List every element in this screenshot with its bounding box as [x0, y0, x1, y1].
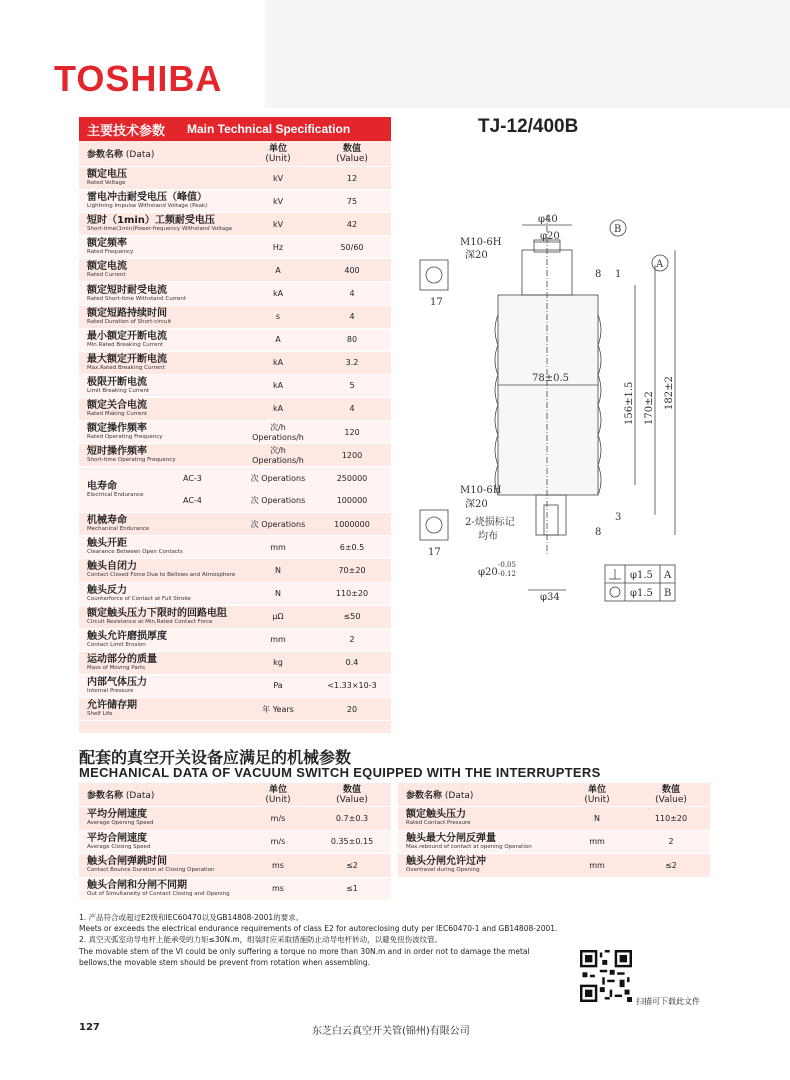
- mech-table-right: [398, 783, 710, 878]
- param-value: 5: [349, 381, 355, 391]
- elec-v1: 250000: [336, 473, 368, 483]
- param-name: 触头允许磨损厚度: [87, 630, 167, 642]
- param-name-en: Rated Making Current: [87, 410, 148, 417]
- param-name: 触头自闭力: [87, 561, 137, 573]
- param-name-en: Counterforce of Contact at Full Stroke: [87, 595, 191, 602]
- param-value: <1.33×10-3: [327, 681, 377, 691]
- tol-a: φ1.5: [630, 570, 653, 581]
- dim-3: 3: [615, 512, 622, 523]
- dim-17-bot: 17: [428, 547, 441, 558]
- param-name-en: Rated Current: [87, 272, 126, 279]
- mech-row: [79, 807, 391, 831]
- model-title: TJ-12/400B: [478, 116, 579, 137]
- param-value: ≤1: [346, 884, 358, 894]
- param-unit: kA: [272, 358, 284, 368]
- param-unit: Pa: [273, 681, 283, 691]
- spec-row: [79, 652, 391, 675]
- param-value: 6±0.5: [339, 542, 365, 552]
- param-value: 3.2: [345, 358, 359, 368]
- param-name-en: Overtravel during Opening: [406, 867, 480, 874]
- param-unit: mm: [589, 860, 605, 870]
- param-name: 额定关合电流: [87, 399, 147, 411]
- param-name: 短时操作频率: [87, 446, 147, 458]
- param-unit: kA: [272, 381, 284, 391]
- param-name-en: Max.Rated Breaking Current: [87, 364, 165, 371]
- qr-code[interactable]: [580, 950, 632, 1002]
- spec-row: [79, 306, 391, 329]
- param-unit: 次/h Operations/h: [252, 446, 304, 466]
- spec-rows-2: [79, 513, 391, 721]
- mech-right-header: 参数名称 (Data) 单位 (Unit) 数值 (Value): [398, 783, 710, 807]
- tol-lower: -0.12: [498, 570, 516, 578]
- param-name: 最大额定开断电流: [87, 353, 167, 365]
- param-unit: kA: [272, 289, 284, 299]
- param-name: 额定短时耐受电流: [87, 284, 167, 296]
- param-name: 内部气体压力: [87, 676, 147, 688]
- param-value: ≤2: [665, 860, 677, 870]
- param-unit: mm: [270, 635, 286, 645]
- burn-mark-label-2: 均布: [478, 531, 498, 542]
- param-name-en: Lightning Impulse Withstand Voltage (Peak): [87, 203, 208, 210]
- spec-row: [79, 421, 391, 444]
- mech-table-left: [79, 783, 391, 901]
- param-value: 0.7±0.3: [335, 813, 369, 823]
- param-name: 触头最大分闸反弹量: [406, 832, 496, 844]
- elec-unit2: 次 Operations: [250, 496, 306, 506]
- param-name: 触头反力: [87, 584, 127, 596]
- param-name: 极限开断电流: [87, 376, 147, 388]
- toshiba-logo: TOSHIBA: [54, 58, 223, 99]
- param-unit: kV: [272, 173, 284, 183]
- spec-row: [79, 352, 391, 375]
- dim-1: 1: [615, 269, 622, 280]
- param-unit: 次/h Operations/h: [252, 423, 304, 443]
- tol-b: φ1.5: [630, 588, 653, 599]
- param-name: 额定频率: [87, 238, 127, 250]
- param-unit: ms: [272, 860, 284, 870]
- note-line: 1. 产品符合或超过E2级和IEC60470以及GB14808-2001的要求。: [79, 913, 304, 922]
- param-value: 80: [346, 335, 358, 345]
- note-line: bellows,the movable stem should be prevent from rotation when assembling.: [79, 957, 371, 967]
- param-unit: m/s: [270, 837, 286, 847]
- param-name: 平均合闸速度: [87, 832, 147, 844]
- mech-row: [398, 807, 710, 831]
- spec-row: [79, 282, 391, 305]
- note-line: The movable stem of the VI could be only suffering a torque no more than 30N.m and in order not to damage the metal: [79, 946, 530, 956]
- param-name-en: Rated Operating Frequency: [87, 434, 163, 441]
- spec-rows-1: [79, 167, 391, 467]
- spec-row: [79, 375, 391, 398]
- param-name: 最小额定开断电流: [87, 330, 167, 342]
- col-value: 数值 (Value): [336, 143, 368, 164]
- param-value: ≤2: [346, 860, 358, 870]
- spec-row: [79, 583, 391, 606]
- param-unit: kV: [272, 219, 284, 229]
- param-unit: mm: [589, 837, 605, 847]
- param-unit: kg: [273, 658, 283, 668]
- param-unit: N: [275, 589, 281, 599]
- param-name-en: Circuit Resistance at Min.Rated Contact Force: [87, 618, 213, 625]
- spec-column-header: [79, 141, 391, 167]
- dim-170: 170±2: [644, 391, 655, 425]
- param-unit: N: [275, 565, 281, 575]
- spec-table: [79, 117, 391, 733]
- param-name-en: Min.Rated Breaking Current: [87, 341, 164, 348]
- param-name: 短时（1min）工频耐受电压: [87, 215, 215, 227]
- spec-row: [79, 259, 391, 282]
- param-value: ≤50: [343, 612, 361, 622]
- param-value: 2: [668, 837, 674, 847]
- param-unit: mm: [270, 542, 286, 552]
- dim-156: 156±1.5: [624, 381, 635, 425]
- mech-row: [398, 831, 710, 855]
- param-value: 4: [349, 289, 355, 299]
- param-name-en: Rated Frequency: [87, 249, 134, 256]
- burn-mark-label: 2-烧损标记: [465, 517, 515, 528]
- mech-row: [79, 878, 391, 902]
- param-value: 70±20: [338, 565, 366, 575]
- param-name-en: Shelf Life: [87, 711, 113, 718]
- param-name-en: Mechanical Endurance: [87, 526, 150, 533]
- tol-a-ref: A: [664, 570, 672, 581]
- param-name: 平均分闸速度: [87, 809, 147, 821]
- dim-m10-bot: M10-6H: [460, 485, 502, 496]
- param-name-en: Average Opening Speed: [87, 820, 154, 827]
- spec-row: [79, 559, 391, 582]
- spec-row: [79, 190, 391, 213]
- param-value: 1000000: [334, 519, 370, 529]
- param-value: 4: [349, 312, 355, 322]
- param-unit: kA: [272, 404, 284, 414]
- param-name: 触头合闸弹跳时间: [87, 856, 167, 868]
- qr-caption: 扫描可下载此文件: [636, 997, 700, 1006]
- header-shade: [265, 0, 790, 108]
- dim-8-top: 8: [595, 269, 602, 280]
- spec-row: [79, 444, 391, 467]
- param-name-en: Rated Short-time Withstand Current: [87, 295, 187, 302]
- param-name-en: Contact Bounce Duration at Closing Operation: [87, 867, 215, 874]
- param-value: 0.4: [345, 658, 359, 668]
- param-name-en: Rated Voltage: [87, 180, 126, 187]
- dim-depth-top: 深20: [465, 250, 488, 261]
- spec-row: [79, 606, 391, 629]
- dim-d20: φ20: [540, 231, 560, 242]
- elec-en: Electrical Endurance: [87, 491, 144, 498]
- param-value: 4: [349, 404, 355, 414]
- dim-d20-bot: φ20: [478, 567, 498, 578]
- tol-b-ref: B: [664, 588, 672, 599]
- param-name: 额定电压: [87, 169, 127, 181]
- datum-a: A: [656, 259, 664, 270]
- param-name: 额定短路持续时间: [87, 307, 167, 319]
- tol-upper: -0.05: [498, 561, 516, 569]
- param-value: 0.35±0.15: [330, 837, 374, 847]
- spec-row: [79, 167, 391, 190]
- dim-d78: 78±0.5: [532, 373, 570, 384]
- param-unit: A: [275, 335, 281, 345]
- elec-ac4: AC-4: [183, 496, 202, 506]
- param-value: 20: [346, 704, 358, 714]
- spec-table-header: [79, 117, 391, 141]
- spec-row: [79, 698, 391, 721]
- param-value: 110±20: [335, 589, 369, 599]
- param-value: 42: [346, 219, 358, 229]
- param-name: 机械寿命: [87, 515, 127, 527]
- dim-17-top: 17: [430, 297, 443, 308]
- dim-m10-top: M10-6H: [460, 237, 502, 248]
- note-line: Meets or exceeds the electrical endurance requirements of class E2 for autoreclosing duty per IEC60470-1 and GB14808-2001.: [79, 924, 558, 934]
- mech-title-cn: 配套的真空开关设备应满足的机械参数: [79, 748, 352, 767]
- param-unit: A: [275, 265, 281, 275]
- param-name: 运动部分的质量: [87, 653, 157, 665]
- param-name: 触头分闸允许过冲: [406, 856, 486, 868]
- spec-row: [79, 536, 391, 559]
- param-name-en: Short-time Operating Frequency: [87, 457, 176, 464]
- spec-row: [79, 329, 391, 352]
- param-value: 120: [344, 427, 360, 437]
- spec-row: [79, 675, 391, 698]
- datum-b: B: [614, 224, 622, 235]
- technical-drawing: [410, 195, 720, 615]
- dim-8-bot: 8: [595, 527, 602, 538]
- param-name-en: Rated Duration of Short-circuit: [87, 318, 172, 325]
- param-value: 110±20: [654, 813, 688, 823]
- param-unit: ms: [272, 884, 284, 894]
- elec-unit1: 次 Operations: [250, 473, 306, 483]
- param-name-en: Limit Breaking Current: [87, 387, 150, 394]
- param-unit: kV: [272, 196, 284, 206]
- page-number: 127: [79, 1022, 100, 1033]
- param-name-en: Out of Simultaneity of Contact Closing and Opening: [87, 890, 230, 897]
- param-name: 额定操作频率: [87, 423, 147, 435]
- param-name-en: Mass of Moving Parts: [87, 664, 145, 671]
- param-name: 触头合闸和分闸不同期: [87, 879, 187, 891]
- param-unit: 次 Operations: [250, 519, 306, 529]
- col-param: 参数名称 (Data): [87, 150, 155, 160]
- param-unit: N: [594, 813, 600, 823]
- col-unit: 单位 (Unit): [265, 143, 291, 164]
- dim-depth-bot: 深20: [465, 499, 488, 510]
- param-name-en: Clearance Between Open Contacts: [87, 549, 183, 556]
- param-name: 雷电冲击耐受电压（峰值）: [87, 192, 207, 204]
- spec-row: [79, 513, 391, 536]
- param-name-en: Average Closing Speed: [87, 843, 151, 850]
- spec-row: [79, 213, 391, 236]
- param-name-en: Max.rebound of contact at opening Operation: [406, 843, 532, 850]
- mech-left-header: 参数名称 (Data) 单位 (Unit) 数值 (Value): [79, 783, 391, 807]
- spec-title-cn: 主要技术参数: [87, 123, 166, 139]
- mech-title-en: MECHANICAL DATA OF VACUUM SWITCH EQUIPPED WITH THE INTERRUPTERS: [79, 765, 601, 780]
- param-value: 2: [349, 635, 355, 645]
- spec-title-en: Main Technical Specification: [187, 122, 351, 136]
- param-name: 允许储存期: [87, 700, 137, 712]
- param-name: 额定触头压力下限时的回路电阻: [87, 607, 227, 619]
- param-unit: s: [275, 312, 281, 322]
- elec-v2: 100000: [336, 496, 368, 506]
- param-name-en: Rated Contact Pressure: [406, 820, 471, 827]
- param-value: 75: [346, 196, 358, 206]
- spec-row: [79, 629, 391, 652]
- spec-row: [79, 236, 391, 259]
- param-name-en: Internal Pressure: [87, 687, 134, 694]
- param-unit: Hz: [272, 242, 284, 252]
- param-value: 50/60: [340, 242, 364, 252]
- spec-row: [79, 398, 391, 421]
- param-value: 12: [346, 173, 358, 183]
- param-name-en: Contact Limit Erosion: [87, 641, 146, 648]
- param-name: 额定电流: [87, 261, 127, 273]
- param-name-en: Short-time(1min)Power-frequency Withstand Voltage: [87, 226, 233, 233]
- param-unit: m/s: [270, 813, 286, 823]
- dim-d34: φ34: [540, 592, 560, 603]
- elec-ac3: AC-3: [183, 473, 202, 483]
- dim-182: 182±2: [664, 376, 675, 410]
- electrical-endurance-row: [79, 467, 391, 513]
- param-value: 400: [344, 265, 360, 275]
- elec-cn: 电寿命: [87, 480, 117, 492]
- param-unit: 年 Years: [262, 704, 294, 714]
- param-unit: μΩ: [272, 612, 284, 622]
- footnotes: [79, 912, 599, 968]
- param-name: 额定触头压力: [406, 809, 466, 821]
- company-name: 东芝白云真空开关管(锦州)有限公司: [312, 1026, 470, 1037]
- mech-row: [79, 831, 391, 855]
- param-name: 触头开距: [87, 538, 127, 550]
- note-line: 2. 真空灭弧室动导电杆上能承受的力矩≤30N.m，组装时应采取措施防止动导电杆转动，以避免扭伤波纹管。: [79, 935, 443, 945]
- dim-d40: φ40: [538, 214, 558, 225]
- param-name-en: Contact Closed Force Due to Bellows and Atmosphere: [87, 572, 236, 579]
- param-value: 1200: [341, 450, 363, 460]
- mech-row: [79, 854, 391, 878]
- mech-row: [398, 854, 710, 878]
